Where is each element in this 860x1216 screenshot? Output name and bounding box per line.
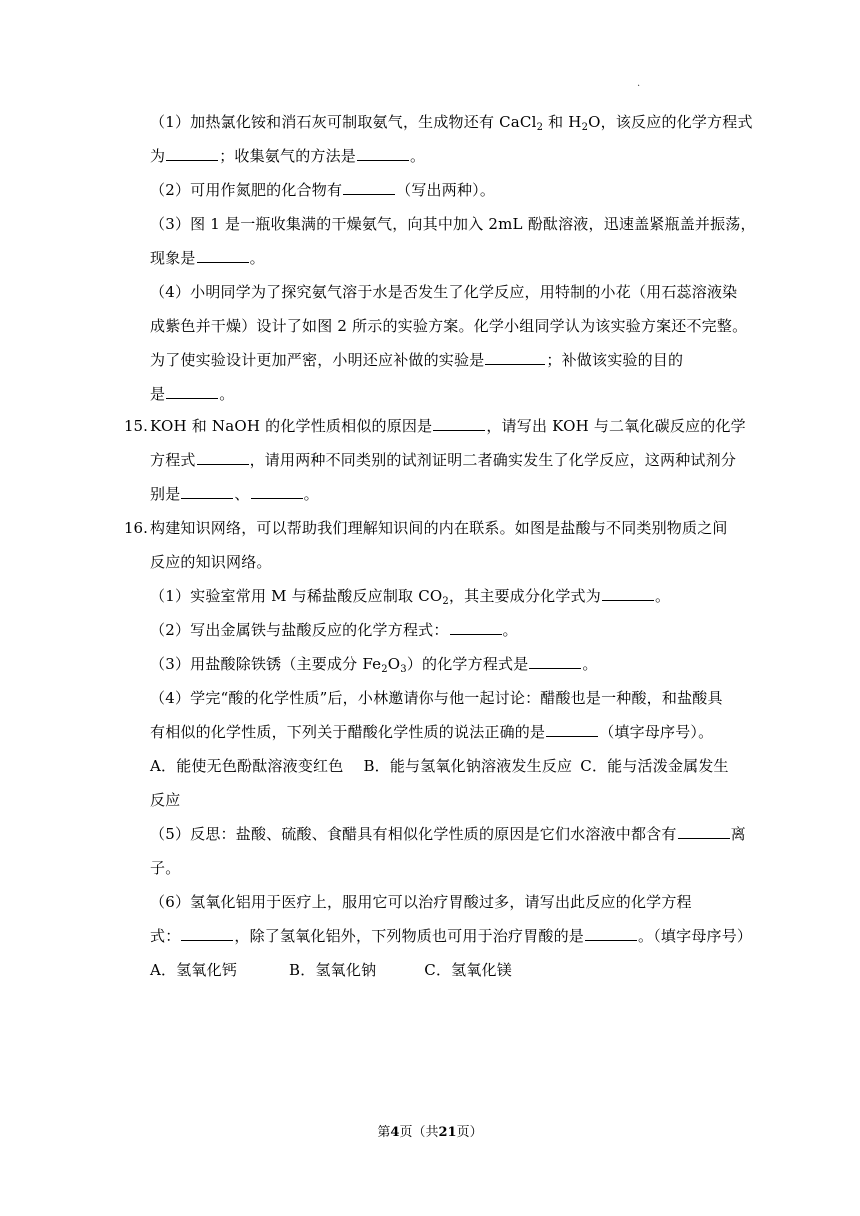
q16-part4-options-cont: 反应 [150, 791, 181, 809]
q14-part4-line2: 成紫色并干燥）设计了如图 2 所示的实验方案。化学小组同学认为该实验方案还不完整。 [150, 317, 748, 335]
answer-blank[interactable] [181, 926, 233, 941]
q15-line2: 方程式 ，请用两种不同类别的试剂证明二者确实发生了化学反应，这两种试剂分 [150, 451, 737, 469]
q16-part6-options [150, 960, 730, 980]
answer-blank[interactable] [251, 484, 303, 499]
q16-part2: （2）写出金属铁与盐酸反应的化学方程式： 。 [150, 621, 518, 639]
answer-blank[interactable] [343, 180, 395, 195]
q14-part2: （2）可用作氮肥的化合物有 （写出两种）。 [150, 181, 496, 199]
answer-blank[interactable] [450, 620, 502, 635]
q16-line1: 构建知识网络，可以帮助我们理解知识间的内在联系。如图是盐酸与不同类别物质之间 [150, 519, 728, 537]
q16-part6-line1: （6）氢氧化铝用于医疗上，服用它可以治疗胃酸过多，请写出此反应的化学方程 [150, 893, 692, 911]
q14-part4-line1: （4）小明同学为了探究氨气溶于水是否发生了化学反应，用特制的小花（用石蕊溶液染 [150, 283, 738, 301]
page-number: 4 [390, 1125, 400, 1140]
answer-blank[interactable] [197, 450, 249, 465]
q16-part6-line2: 式： ，除了氢氧化铝外，下列物质也可用于治疗胃酸的是 。（填字母序号） [150, 927, 753, 945]
option-a: A．氢氧化钙 [150, 961, 238, 979]
answer-blank[interactable] [433, 416, 485, 431]
q16-part5-line1: （5）反思：盐酸、硫酸、食醋具有相似化学性质的原因是它们水溶液中都含有 离 [150, 825, 746, 843]
answer-blank[interactable] [166, 384, 218, 399]
q16-part4-line2: 有相似的化学性质，下列关于醋酸化学性质的说法正确的是 （填字母序号）。 [150, 723, 714, 741]
q14-part1-line1: （1）加热氯化铵和消石灰可制取氨气，生成物还有 CaCl$_2$ 和 $H_2O$，该反应的化学方程式 [150, 113, 753, 133]
q14-part1-line2: 为 ；收集氨气的方法是 。 [150, 147, 426, 165]
q15-number: 15. [124, 417, 148, 435]
q14-part3-line2: 现象是 。 [150, 249, 265, 267]
q14-part4-line3: 为了使实验设计更加严密，小明还应补做的实验是 ；补做该实验的目的 [150, 351, 684, 369]
page-footer: 第4页（共21页） [377, 1125, 483, 1140]
option-c: C．氢氧化镁 [424, 961, 512, 979]
answer-blank[interactable] [197, 248, 249, 263]
header-dot: . [637, 78, 641, 89]
q14-part3-line1: （3）图 1 是一瓶收集满的干燥氨气，向其中加入 2mL 酚酞溶液，迅速盖紧瓶盖并振荡， [150, 215, 756, 233]
answer-blank[interactable] [585, 926, 637, 941]
answer-blank[interactable] [181, 484, 233, 499]
q16-part4-options [150, 756, 730, 776]
answer-blank[interactable] [678, 824, 730, 839]
option-b: B．能与氢氧化钠溶液发生反应 [363, 757, 573, 775]
option-c: C．能与活泼金属发生 [580, 757, 729, 775]
q16-line2: 反应的知识网络。 [150, 553, 272, 571]
answer-blank[interactable] [485, 350, 545, 365]
total-pages: 21 [438, 1125, 457, 1140]
q16-part1: （1）实验室常用 M 与稀盐酸反应制取 $CO_2$，其主要成分化学式为 。 [150, 587, 671, 607]
q15-line1: KOH 和 NaOH 的化学性质相似的原因是 ，请写出 KOH 与二氧化碳反应的化学 [150, 417, 746, 435]
q16-part4-line1: （4）学完“酸的化学性质”后，小林邀请你与他一起讨论：醋酸也是一种酸，和盐酸具 [150, 689, 723, 707]
answer-blank[interactable] [166, 146, 218, 161]
answer-blank[interactable] [529, 654, 581, 669]
answer-blank[interactable] [546, 722, 598, 737]
option-a: A．能使无色酚酞溶液变红色 [150, 757, 344, 775]
q14-part4-line4: 是 。 [150, 385, 235, 403]
q16-part5-line2: 子。 [150, 859, 181, 877]
option-b: B．氢氧化钠 [289, 961, 377, 979]
answer-blank[interactable] [357, 146, 409, 161]
q16-part3: （3）用盐酸除铁锈（主要成分 $Fe_2O_3$）的化学方程式是 。 [150, 655, 598, 675]
q15-line3: 别是 、 。 [150, 485, 319, 503]
q16-number: 16. [124, 519, 148, 537]
answer-blank[interactable] [602, 586, 654, 601]
